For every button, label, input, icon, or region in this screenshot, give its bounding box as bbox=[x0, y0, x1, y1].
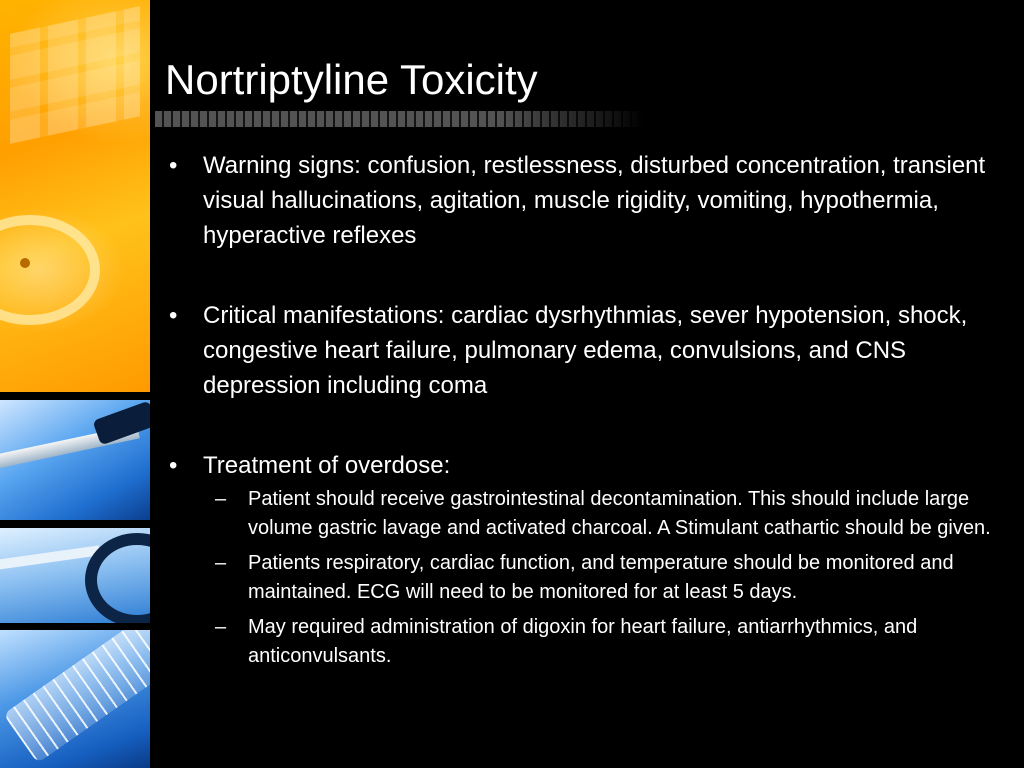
bullet-marker: • bbox=[169, 302, 178, 329]
sub-bullet-marker: – bbox=[215, 552, 227, 574]
stethoscope-photo-panel bbox=[0, 0, 150, 392]
bullet-critical-manifestations bbox=[165, 298, 1005, 403]
bullet-text: Treatment of overdose: bbox=[203, 452, 451, 479]
keyboard-keys-graphic bbox=[10, 6, 140, 144]
bullet-warning-signs bbox=[165, 148, 1005, 253]
sub-bullet-text: Patients respiratory, cardiac function, and temperature should be monitored and maintained. ECG will need to be monitored for at least 5 days. bbox=[248, 552, 954, 603]
sub-bullet-monitoring bbox=[203, 549, 1005, 607]
bullet-text: Critical manifestations: cardiac dysrhythmias, sever hypotension, shock, congestive heart failure, pulmonary edema, convulsions, and CNS depression including coma bbox=[203, 302, 968, 399]
stethoscope-icon bbox=[0, 215, 100, 325]
sub-bullet-list bbox=[203, 485, 1005, 671]
tubing-photo-panel bbox=[0, 528, 150, 623]
slide-body bbox=[165, 148, 1005, 677]
sub-bullet-decontamination bbox=[203, 485, 1005, 543]
sub-bullet-text: May required administration of digoxin for heart failure, antiarrhythmics, and anticonvulsants. bbox=[248, 616, 918, 667]
sub-bullet-marker: – bbox=[215, 616, 227, 638]
sub-bullet-marker: – bbox=[215, 488, 227, 510]
slide-title: Nortriptyline Toxicity bbox=[165, 56, 538, 103]
bullet-marker: • bbox=[169, 152, 178, 179]
sub-bullet-digoxin bbox=[203, 613, 1005, 671]
syringe-icon bbox=[3, 630, 150, 763]
stethoscope-chestpiece-icon bbox=[20, 258, 30, 268]
bullet-text: Warning signs: confusion, restlessness, disturbed concentration, transient visual hallucinations, agitation, muscle rigidity, vomiting, hypothermia, hyperactive reflexes bbox=[203, 152, 986, 249]
bullet-marker: • bbox=[169, 452, 178, 479]
syringe-photo-panel bbox=[0, 630, 150, 768]
decorative-photo-strip bbox=[0, 0, 150, 768]
tube-graphic bbox=[0, 545, 100, 570]
title-underline-decoration bbox=[155, 111, 645, 127]
bullet-treatment-of-overdose bbox=[165, 448, 1005, 671]
sub-bullet-text: Patient should receive gastrointestinal decontamination. This should include large volume gastric lavage and activated charcoal. A Stimulant cathartic should be given. bbox=[248, 488, 991, 539]
instrument-photo-panel bbox=[0, 400, 150, 520]
